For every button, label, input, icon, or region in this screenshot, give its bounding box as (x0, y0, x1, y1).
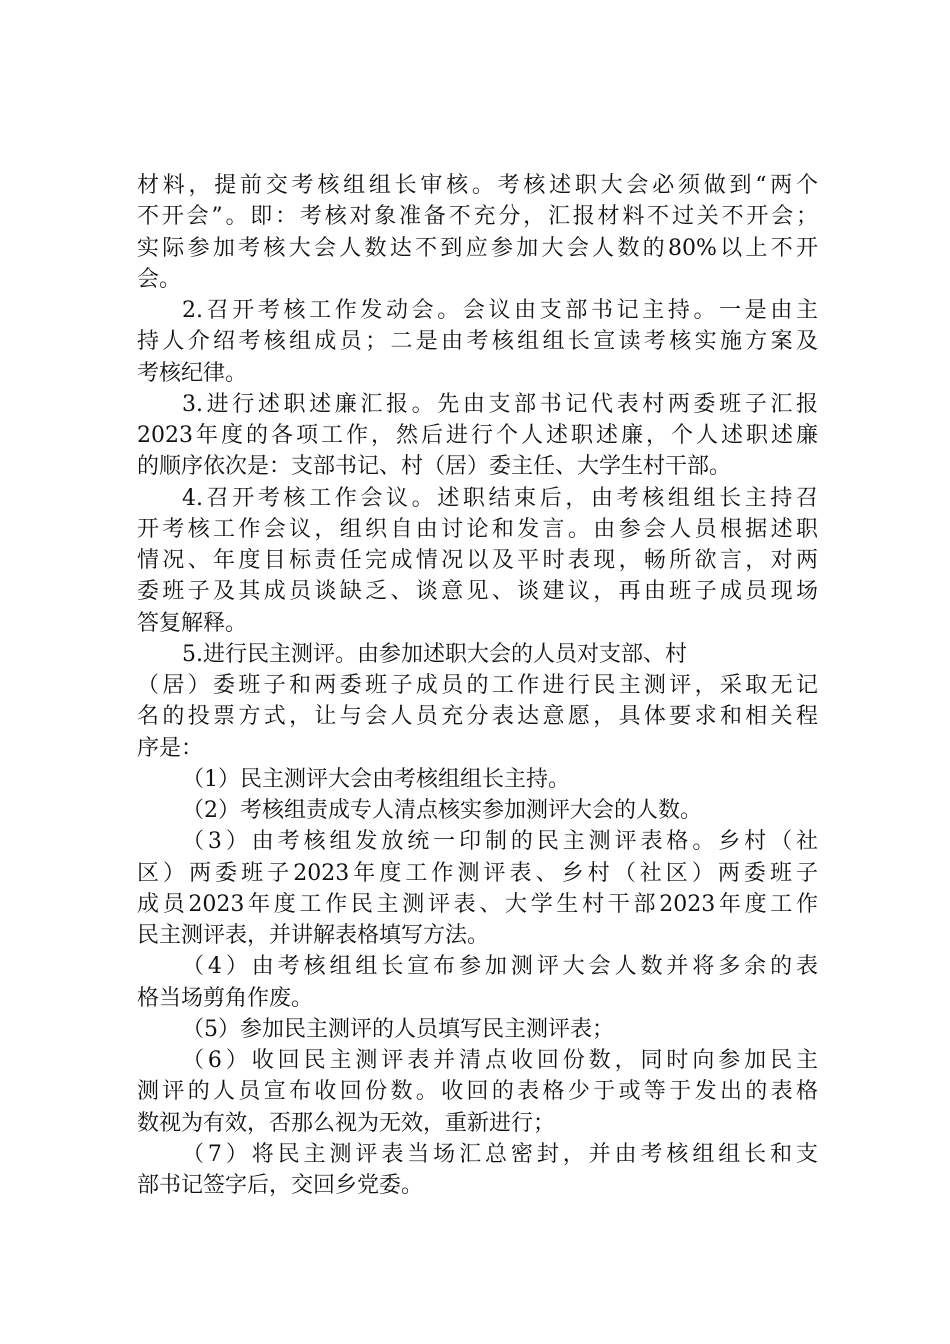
text-line: （3）由考核组发放统一印制的民主测评表格。乡村（社 (182, 829, 818, 855)
paragraph (137, 483, 818, 639)
text-line: （2）考核组责成专人清点核实参加测评大会的人数。 (182, 798, 702, 823)
text-line: （1）民主测评大会由考核组组长主持。 (182, 766, 570, 792)
text-line: （4）由考核组组长宣布参加测评大会人数并将多余的表 (182, 954, 818, 980)
paragraph (137, 764, 818, 795)
text-line: 2.召开考核工作发动会。会议由支部书记主持。一是由主 (182, 298, 818, 323)
paragraph (137, 826, 818, 951)
paragraph (137, 795, 818, 826)
text-line: 部书记签字后，交回乡党委。 (137, 1173, 424, 1198)
text-line: 2023年度的各项工作，然后进行个人述职述廉，个人述职述廉 (137, 423, 818, 448)
text-line: （6）收回民主测评表并清点收回份数，同时向参加民主 (182, 1048, 818, 1073)
text-line: 持人介绍考核组成员；二是由考核组组长宣读考核实施方案及 (137, 329, 818, 355)
text-line: 民主测评表，并讲解表格填写方法。 (137, 923, 490, 948)
text-line: 开考核工作会议，组织自由讨论和发言。由参会人员根据述职 (137, 516, 818, 542)
text-line: 实际参加考核大会人数达不到应参加大会人数的80%以上不开 (137, 235, 818, 261)
text-line: 会。 (137, 266, 182, 292)
paragraph (137, 1014, 818, 1045)
paragraph (137, 295, 818, 389)
text-line: （7）将民主测评表当场汇总密封，并由考核组组长和支 (182, 1141, 818, 1167)
text-line: 委班子及其成员谈缺乏、谈意见、谈建议，再由班子成员现场 (137, 579, 818, 605)
text-line: 考核纪律。 (137, 360, 248, 386)
paragraph (137, 1139, 818, 1202)
text-line: 不开会”。即：考核对象准备不充分，汇报材料不过关不开会； (137, 204, 818, 230)
text-line: 序是： (137, 735, 204, 761)
text-line: 格当场剪角作废。 (137, 985, 314, 1011)
paragraph (137, 1045, 818, 1139)
paragraph (137, 170, 818, 295)
text-line: （居）委班子和两委班子成员的工作进行民主测评，采取无记 (137, 673, 818, 698)
text-line: 4.召开考核工作会议。述职结束后，由考核组组长主持召 (182, 485, 818, 511)
text-line: 5.进行民主测评。由参加述职大会的人员对支部、村 (182, 641, 687, 667)
paragraph (137, 389, 818, 483)
text-line: 情况、年度目标责任完成情况以及平时表现，畅所欲言，对两 (137, 548, 818, 573)
text-line: 测评的人员宣布收回份数。收回的表格少于或等于发出的表格 (137, 1079, 818, 1105)
document-body (137, 170, 818, 1201)
paragraph (137, 639, 818, 764)
text-line: 材料，提前交考核组组长审核。考核述职大会必须做到“两个 (137, 173, 818, 198)
paragraph (137, 951, 818, 1014)
text-line: （5）参加民主测评的人员填写民主测评表； (182, 1016, 614, 1042)
text-line: 成员2023年度工作民主测评表、大学生村干部2023年度工作 (137, 891, 818, 917)
text-line: 的顺序依次是：支部书记、村（居）委主任、大学生村干部。 (137, 454, 732, 480)
text-line: 数视为有效，否那么视为无效，重新进行； (137, 1110, 556, 1136)
text-line: 名的投票方式，让与会人员充分表达意愿，具体要求和相关程 (137, 704, 818, 730)
text-line: 3.进行述职述廉汇报。先由支部书记代表村两委班子汇报 (182, 391, 818, 417)
text-line: 区）两委班子2023年度工作测评表、乡村（社区）两委班子 (137, 860, 818, 886)
text-line: 答复解释。 (137, 610, 248, 636)
